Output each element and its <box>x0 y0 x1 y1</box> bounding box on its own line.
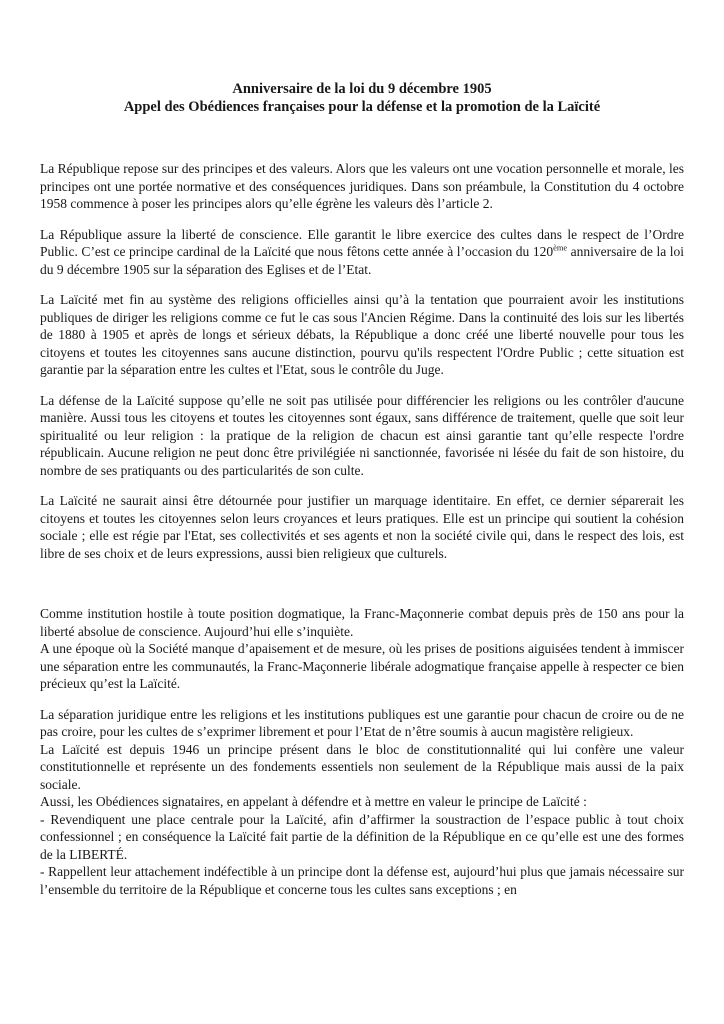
paragraph-religions-officielles: La Laïcité met fin au système des religions officielles ainsi qu’à la tentation que pourraient avoir les institutions publiques de diriger les religions comme ce fut le cas sous l'Ancien Régime. Dans la continuité des lois sur les libertés de 1880 à 1905 et après de longs et sérieux débats, la République a donc créé une liberté nouvelle pour tous les citoyens et toutes les citoyennes sans aucune distinction, pourvu qu'ils respectent l'Ordre Public ; cette situation est garantie par la séparation entre les cultes et l'Etat, sous le contrôle du Juge. <box>40 292 684 377</box>
paragraph-obediences-signataires: Aussi, les Obédiences signataires, en appelant à défendre et à mettre en valeur le principe de Laïcité : <box>40 794 587 809</box>
paragraph-separation-juridique: La séparation juridique entre les religions et les institutions publiques est une garantie pour chacun de croire ou de ne pas croire, pour les cultes de s’exprimer librement et pour l’Etat de n’être soumis à aucun magistère religieux. <box>40 706 684 739</box>
paragraph-marquage-identitaire: La Laïcité ne saurait ainsi être détournée pour justifier un marquage identitaire. En effet, ce dernier séparerait les citoyens et toutes les citoyennes selon leurs croyances et leurs pratiques. Elle est un principe qui soutient la cohésion sociale ; elle est régie par l'Etat, ses collectivités et ses agents et non la société civile qui, dans le respect des lois, est libre de ses choix et de leurs expressions, aussi bien religieux que culturels. <box>40 493 684 561</box>
paragraph-defense-laicite: La défense de la Laïcité suppose qu’elle ne soit pas utilisée pour différencier les religions ou les contrôler d'aucune manière. Aussi tous les citoyens et toutes les citoyennes sont égaux, sans différence de traitement, quelle que soit leur spiritualité ou leur religion : la pratique de la religion de chacun est ainsi garantie tant qu’elle respecte l'ordre républicain. Aucune religion ne peut donc être privilégiée ni sanctionnée, favorisée ni lésée du fait de son histoire, du nombre de ses pratiquants ou des particularités de son culte. <box>40 392 684 478</box>
paragraph-epoque-apaisement: A une époque où la Société manque d’apaisement et de mesure, où les prises de positions aiguisées tendent à immiscer une séparation entre les communautés, la Franc-Maçonnerie libérale adogmatique française appelle à respecter ce bien précieux qu’est la Laïcité. <box>40 641 684 691</box>
paragraph-liberte-conscience-end: anniversaire de la loi du 9 décembre 1905 sur la séparation des Eglises et de l’Etat. <box>40 244 684 277</box>
paragraph-institution-hostile: Comme institution hostile à toute position dogmatique, la Franc-Maçonnerie combat depuis près de 150 ans pour la liberté absolue de conscience. Aujourd’hui elle s’inquiète. <box>40 606 684 639</box>
ordinal-superscript: ème <box>553 243 568 253</box>
paragraph-group-franc-maconnerie <box>40 605 684 693</box>
document-body <box>40 160 684 898</box>
paragraph-republique-principes: La République repose sur des principes et des valeurs. Alors que les valeurs ont une vocation personnelle et morale, les principes ont une portée normative et des conséquences juridiques. Dans son préambule, la Constitution du 4 octobre 1958 commence à poser les principes alors qu’elle égrène les valeurs dès l’article 2. <box>40 161 684 211</box>
list-item-revendiquent: - Revendiquent une place centrale pour la Laïcité, afin d’affirmer la soustraction de l’espace public à tout choix confessionnel ; en conséquence la Laïcité fait partie de la définition de la République en ce qu’elle est une des formes de la LIBERTÉ. <box>40 811 684 862</box>
paragraph-liberte-conscience-start: La République assure la liberté de conscience. Elle garantit le libre exercice des cultes dans le respect de l’Ordre Public. C’est ce principe cardinal de la Laïcité que nous fêtons cette année à l’occasion du 120 <box>40 226 684 259</box>
title-line-1: Anniversaire de la loi du 9 décembre 1905 <box>232 81 492 97</box>
title-line-2: Appel des Obédiences françaises pour la défense et la promotion de la Laïcité <box>123 98 601 115</box>
paragraph-bloc-constitutionnalite: La Laïcité est depuis 1946 un principe présent dans le bloc de constitutionnalité qui lui confère une valeur constitutionnelle et représente un des fondements essentiels non seulement de la République mais aussi de la paix sociale. <box>40 741 684 792</box>
list-item-rappellent: - Rappellent leur attachement indéfectible à un principe dont la défense est, aujourd’hui plus que jamais nécessaire sur l’ensemble du territoire de la République et concerne tous les cultes sans exceptions ; en <box>40 864 684 897</box>
paragraph-liberte-conscience <box>40 226 684 279</box>
paragraph-group-separation-juridique <box>40 706 684 899</box>
document-title <box>40 81 684 116</box>
